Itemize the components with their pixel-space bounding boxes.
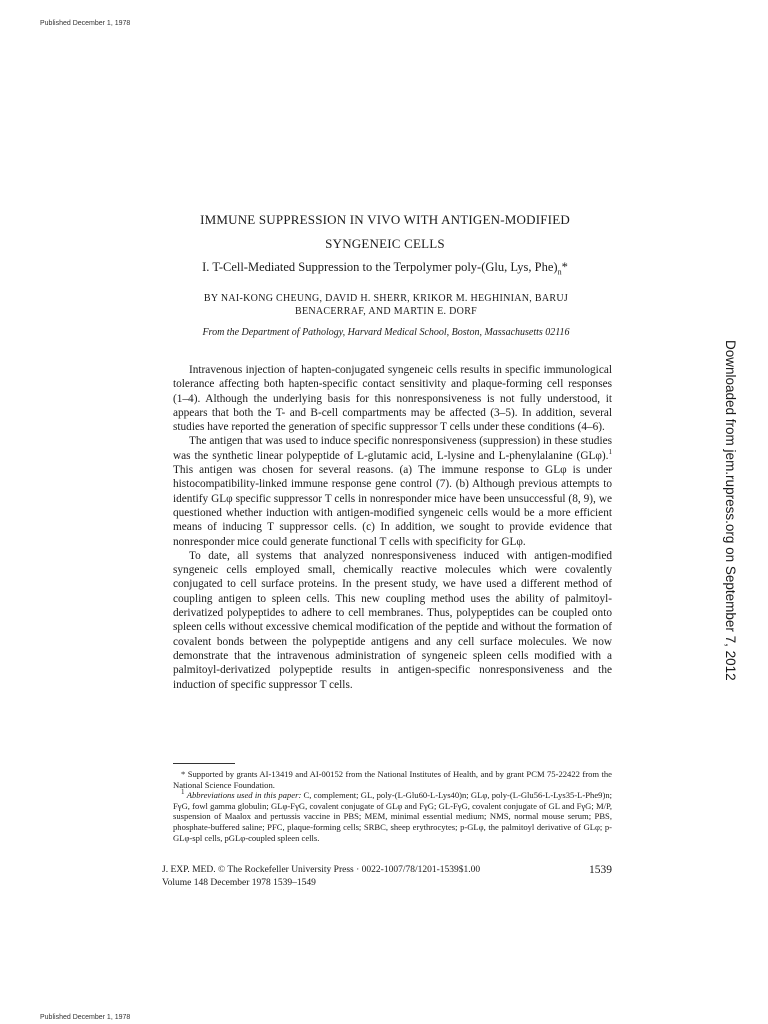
journal-info	[162, 864, 612, 890]
subtitle-footnote-mark: *	[561, 260, 568, 274]
footnote-1-label: 1	[181, 788, 185, 797]
body-paragraph-2b: This antigen was chosen for several reasons. (a) The immune response to GLφ is under histocompatibility-linked immune response gene control (7). (b) Although previous attempts to identify GLφ specific suppressor T cells in nonresponder mice have been unsuccessful (8, 9), we questioned whether induction with antigen-modified syngeneic cells would be a more efficient means of inducing T suppressor cells. (c) In addition, we sought to provide evidence that nonresponder mice could generate functional T cells with specificity for GLφ.	[173, 464, 612, 548]
authors-line-2: BENACERRAF, AND MARTIN E. DORF	[294, 306, 478, 317]
footnote-divider	[173, 763, 235, 764]
published-date-header: Published December 1, 1978	[40, 20, 131, 27]
body-paragraph-1: Intravenous injection of hapten-conjugated syngeneic cells results in specific immunological tolerance affecting both hapten-specific contact sensitivity and plaque-forming cell responses (1–4). Although the underlying basis for this nonresponsiveness is not fully understood, it appears that both the T- and B-cell compartments may be affected (3–5). In addition, several studies have reported the generation of specific suppressor T cells under these conditions (4–6).	[173, 364, 612, 434]
author-list	[176, 292, 596, 318]
affiliation: From the Department of Pathology, Harvard Medical School, Boston, Massachusetts 02116	[202, 327, 570, 338]
footnote-ref-1: 1	[608, 448, 612, 457]
body-paragraph-2a: The antigen that was used to induce specific nonresponsiveness (suppression) in these studies was the synthetic linear polypeptide of L-glutamic acid, L-lysine and L-phenylalanine (GLφ).	[173, 435, 612, 462]
footnote-abbreviations	[173, 790, 612, 843]
article-title-line-1: IMMUNE SUPPRESSION IN VIVO WITH ANTIGEN-MODIFIED	[200, 212, 570, 227]
footnotes	[173, 769, 612, 843]
body-paragraph-2	[173, 434, 612, 548]
footnote-1-text: C, complement; GL, poly-(L-Glu60-L-Lys40)n; GLφ, poly-(L-Glu56-L-Lys35-L-Phe9)n; FγG, fowl gamma globulin; GLφ-FγG, covalent conjugate of GLφ and FγG; GL-FγG, covalent conjugate of GL and FγG; M/P, suspension of Maalox and pertussis vaccine in PBS; MEM, minimal essential medium; NMS, normal mouse serum; PBS, phosphate-buffered saline; PFC, plaque-forming cells; SRBC, sheep erythrocytes; p-GLφ, the palmitoyl derivative of GLφ; p-GLφ-spl cells, pGLφ-coupled spleen cells.	[173, 790, 612, 843]
footnote-funding: * Supported by grants AI-13419 and AI-00152 from the National Institutes of Health, and by grant PCM 75-22422 from the National Science Foundation.	[173, 769, 612, 790]
volume-line: Volume 148 December 1978 1539–1549	[162, 878, 316, 888]
authors-line-1: BY NAI-KONG CHEUNG, DAVID H. SHERR, KRIKOR M. HEGHINIAN, BARUJ	[203, 293, 569, 304]
body-paragraph-3: To date, all systems that analyzed nonresponsiveness induced with antigen-modified syngeneic cells employed small, chemically reactive molecules which were covalently conjugated to cell surface proteins. In the present study, we have used a different method of coupling antigen to spleen cells. This new coupling method uses the ability of palmitoyl-derivatized polypeptides to adhere to cell membranes. Thus, polypeptides can be coupled onto spleen cells without excessive chemical modification of the peptide and without the formation of covalent bonds between the polypeptide antigens and any cell surface molecules. We now demonstrate that the intravenous administration of syngeneic spleen cells modified with a palmitoyl-derivatized polypeptide results in antigen-specific nonresponsiveness and the induction of specific suppressor T cells.	[173, 549, 612, 691]
article-title-line-2: SYNGENEIC CELLS	[325, 236, 445, 251]
subtitle-subscript: n	[557, 267, 562, 277]
footnote-1-heading: Abbreviations used in this paper:	[186, 790, 302, 801]
published-date-footer: Published December 1, 1978	[40, 1014, 131, 1021]
article-subtitle	[160, 260, 610, 277]
download-watermark: Downloaded from jem.rupress.org on September 7, 2012	[723, 340, 738, 681]
page-number: 1539	[589, 864, 612, 876]
journal-citation: J. EXP. MED. © The Rockefeller University Press · 0022-1007/78/1201-1539$1.00	[162, 865, 481, 875]
article-body	[173, 363, 612, 692]
subtitle-main: I. T-Cell-Mediated Suppression to the Terpolymer poly-(Glu, Lys, Phe)	[202, 260, 558, 274]
